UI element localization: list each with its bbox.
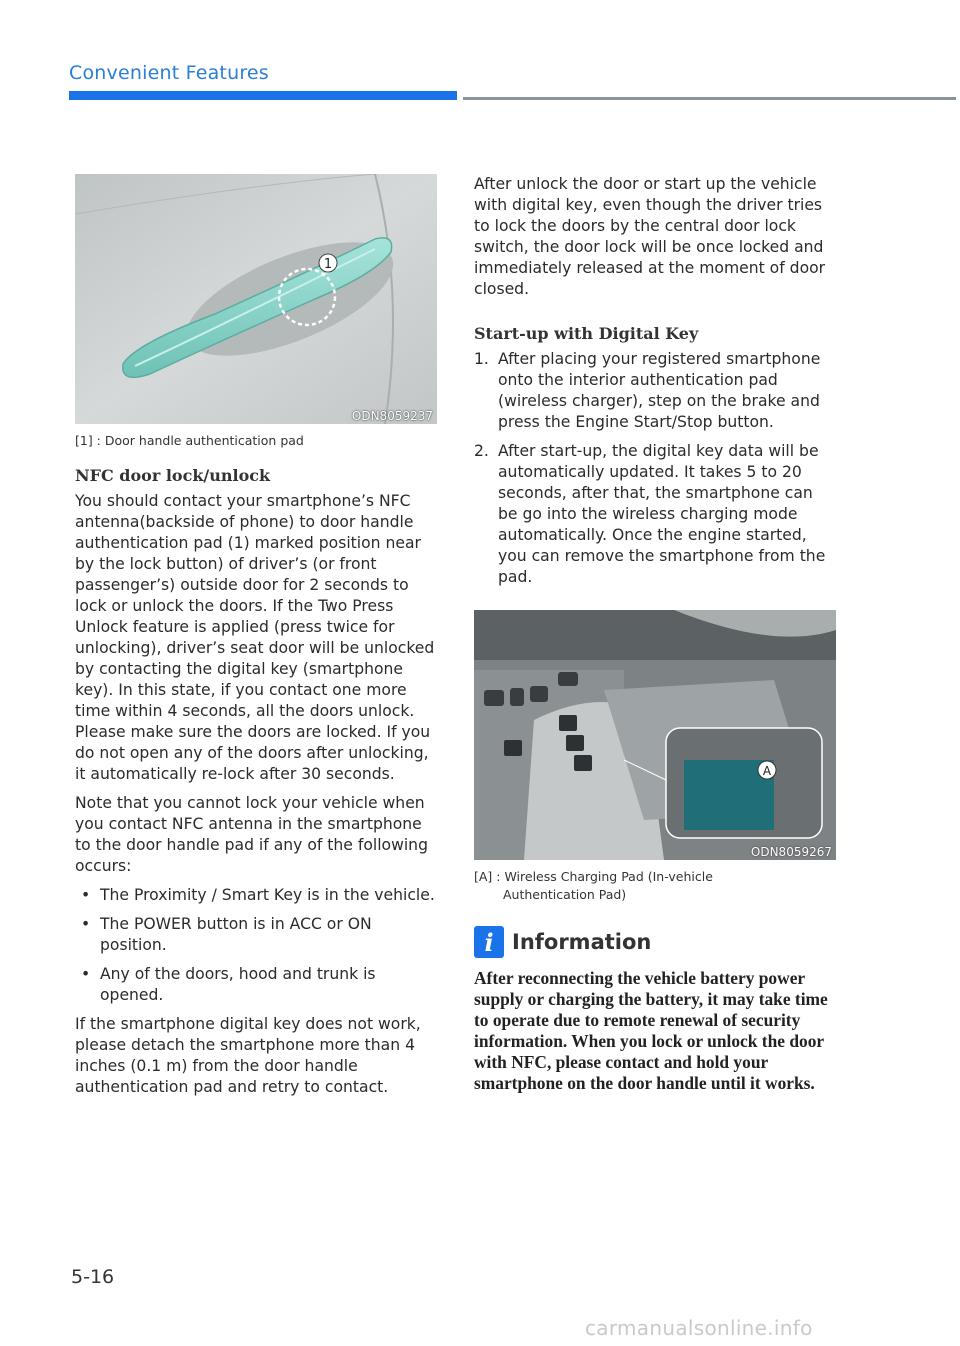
list-item: 2. After start-up, the digital key data will be automatically updated. It takes 5 to 20 seconds, after that, the smartphone can be go into the wireless charging mode automatically. Once the engine started, you can remove the smartphone from the pad. (474, 442, 826, 586)
door-handle-illustration (75, 174, 437, 424)
info-icon: i (474, 926, 504, 958)
callout-1: 1 (323, 257, 333, 272)
nfc-paragraph-2: Note that you cannot lock your vehicle when you contact NFC antenna in the smartphone to the door handle pad if any of the following occurs: (75, 794, 428, 876)
door-handle-figure (75, 174, 437, 424)
figure-code: ODN8059237 (351, 409, 433, 423)
information-body: After reconnecting the vehicle battery power supply or charging the battery, it may take time to operate due to remote renewal of security information. When you lock or unlock the door with NFC, please contact and hold your smartphone on the door handle until it works. (474, 968, 828, 1094)
watermark: carmanualsonline.info (585, 1316, 813, 1340)
information-header (474, 926, 836, 958)
information-title: Information (512, 930, 652, 955)
wireless-pad-figure (474, 610, 836, 860)
list-item: • The Proximity / Smart Key is in the vehicle. (81, 886, 435, 905)
door-lock-paragraph: After unlock the door or start up the vehicle with digital key, even though the driver tries to lock the doors by the central door lock switch, the door lock will be once locked and immediately released at the moment of door closed. (474, 175, 826, 298)
callout-a: A (762, 764, 772, 778)
startup-heading: Start-up with Digital Key (474, 324, 699, 343)
page-number: 5-16 (71, 1266, 115, 1288)
figure-caption: [1] : Door handle authentication pad (75, 433, 304, 448)
left-column (75, 174, 437, 1106)
list-item: • The POWER button is in ACC or ON position. (81, 915, 372, 955)
right-column (474, 174, 836, 1094)
figure-caption: [A] : Wireless Charging Pad (In-vehicle Authentication Pad) (474, 869, 713, 903)
nfc-paragraph-1: You should contact your smartphone’s NFC antenna(backside of phone) to door handle authentication pad (1) marked position near by the lock button) of driver’s (or front passenger’s) outside door for 2 seconds to lock or unlock the doors. If the Two Press Unlock feature is applied (press twice for unlocking), driver’s seat door will be unlocked by contacting the digital key (smartphone key). In this state, if you contact one more time within 4 seconds, all the doors unlock. Please make sure the doors are locked. If you do not open any of the doors after unlocking, it automatically re-lock after 30 seconds. (75, 492, 435, 784)
nfc-paragraph-3: If the smartphone digital key does not work, please detach the smartphone more than 4 inches (0.1 m) from the door handle authentication pad and retry to contact. (75, 1015, 421, 1097)
startup-steps (474, 349, 836, 588)
header-divider (463, 97, 956, 100)
conditions-list (75, 885, 437, 1006)
list-item: • Any of the doors, hood and trunk is opened. (81, 965, 376, 1005)
nfc-heading: NFC door lock/unlock (75, 466, 271, 486)
section-title: Convenient Features (69, 62, 269, 84)
figure-code: ODN8059267 (750, 845, 832, 859)
list-item: 1. After placing your registered smartphone onto the interior authentication pad (wireless charger), step on the brake and press the Engine Start/Stop button. (474, 350, 821, 431)
console-illustration (474, 610, 836, 860)
header-accent-bar (69, 91, 457, 100)
